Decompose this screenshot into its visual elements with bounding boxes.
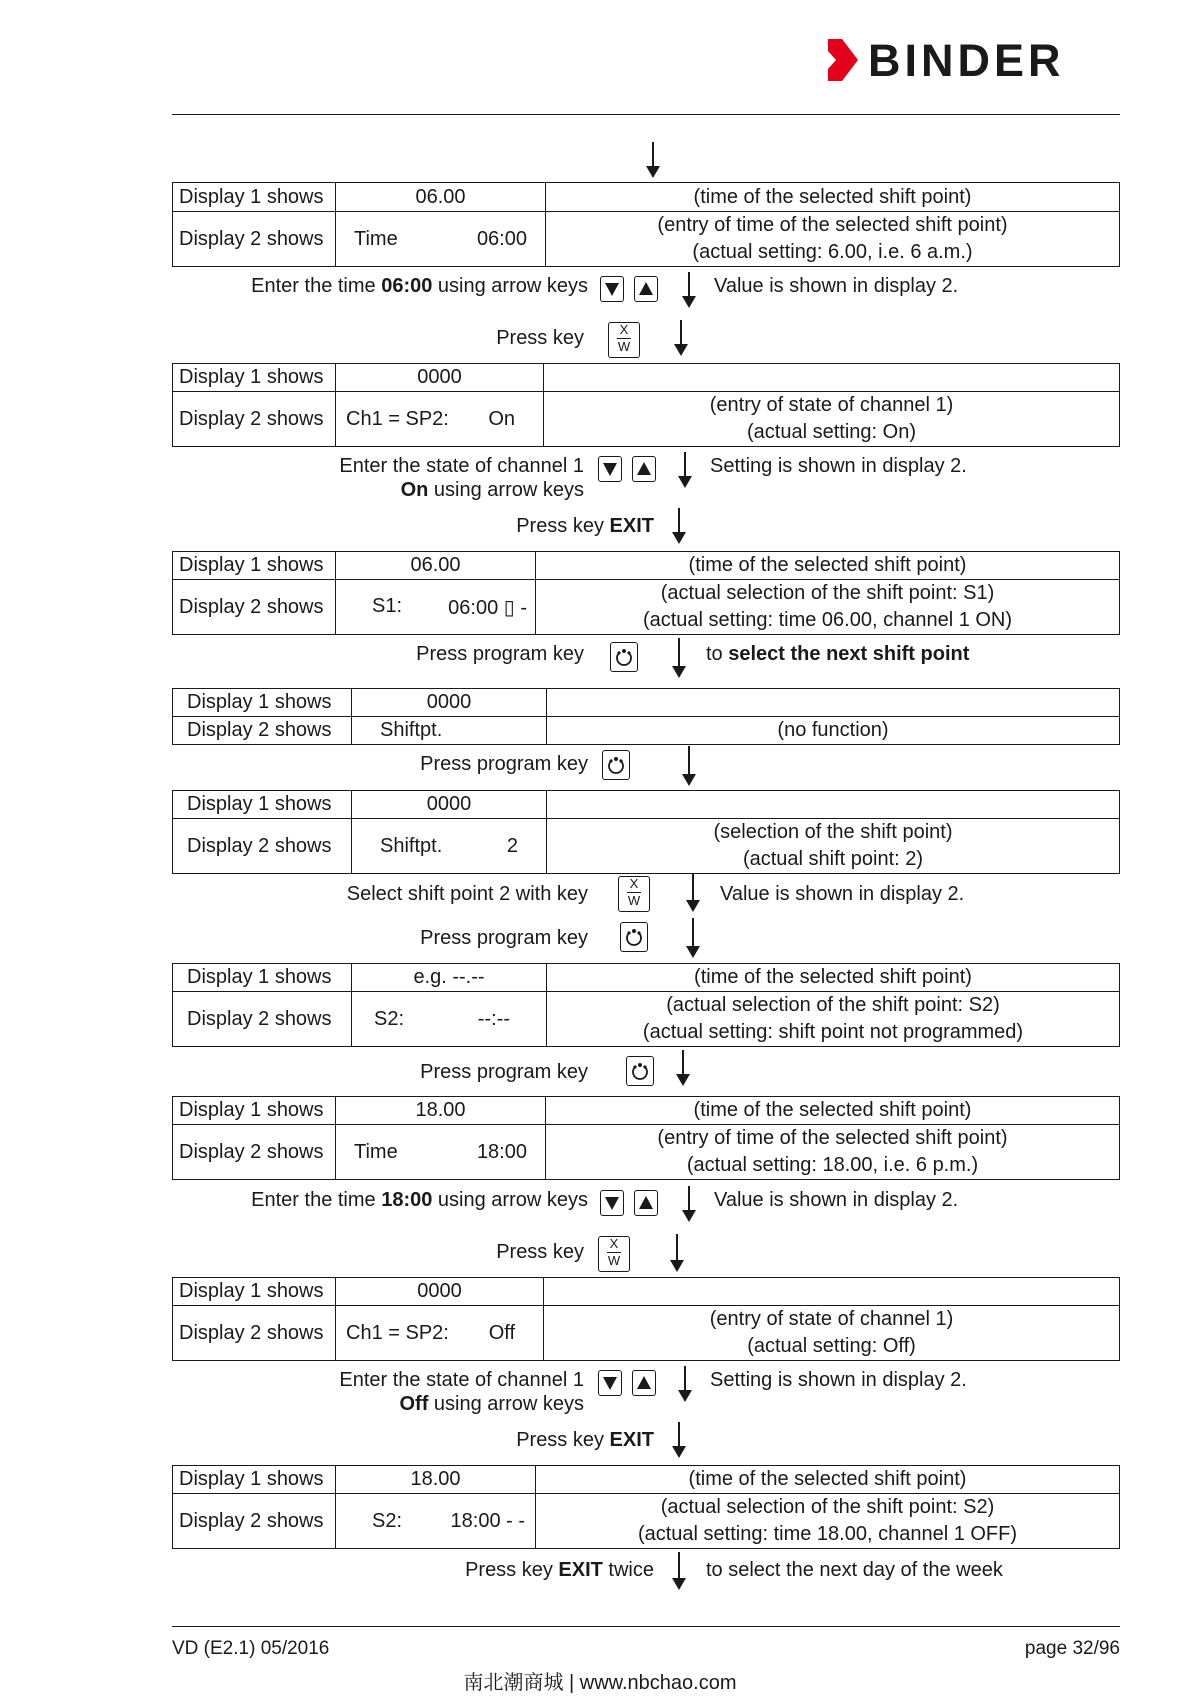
value-number: Off <box>488 1321 515 1344</box>
display-value: 0000 <box>352 791 547 819</box>
remark <box>544 392 1120 447</box>
down-arrow-icon <box>682 1186 696 1222</box>
row-label: Display 2 shows <box>173 819 352 874</box>
step-instruction: Press key EXIT <box>516 1429 654 1451</box>
down-arrow-icon <box>674 320 688 356</box>
step-instruction: Press program key <box>420 927 588 949</box>
arrow-up-key-icon <box>634 1190 658 1216</box>
watermark-text: 南北潮商城 | www.nbchao.com <box>463 1672 737 1694</box>
value-label: Ch1 = SP2: <box>346 407 449 430</box>
row-label: Display 1 shows <box>173 1278 336 1306</box>
display-value: 06.00 <box>336 183 546 212</box>
step-instruction: Select shift point 2 with key <box>346 883 588 905</box>
remark-line: (actual setting: time 06.00, channel 1 ON) <box>642 609 1013 631</box>
doc-version: VD (E2.1) 05/2016 <box>172 1638 330 1659</box>
step-instruction: Press key EXIT <box>516 515 654 537</box>
row-label: Display 2 shows <box>173 992 352 1047</box>
step-instruction: Enter the time 18:00 using arrow keys <box>251 1189 588 1211</box>
remark-line: (actual setting: On) <box>747 421 916 443</box>
down-arrow-icon <box>686 874 700 912</box>
value-number: 06:00 <box>476 227 527 250</box>
display-value: 18.00 <box>336 1097 546 1125</box>
remark-line: (entry of time of the selected shift point) <box>657 1127 1008 1149</box>
remark <box>536 580 1120 635</box>
value-number: 06:00 ▯ - <box>448 596 527 619</box>
remark-line: (entry of state of channel 1) <box>709 394 954 416</box>
display-table <box>172 363 1120 447</box>
step-instruction: Enter the time 06:00 using arrow keys <box>251 275 588 297</box>
arrow-down-key-icon <box>598 1370 622 1396</box>
row-label: Display 2 shows <box>173 392 336 447</box>
program-key-icon <box>610 642 638 672</box>
remark-line: (actual setting: 6.00, i.e. 6 a.m.) <box>692 241 973 263</box>
row-label: Display 1 shows <box>173 689 352 717</box>
display-table <box>172 182 1120 267</box>
remark-line: (entry of time of the selected shift point) <box>657 214 1008 236</box>
display-value <box>336 580 536 635</box>
down-arrow-icon <box>672 1552 686 1590</box>
down-arrow-icon <box>676 1050 690 1086</box>
remark <box>544 364 1120 392</box>
value-number: 18:00 - - <box>450 1509 525 1532</box>
page-number: page 32/96 <box>1024 1638 1120 1659</box>
value-label: Shiftpt. <box>380 834 443 857</box>
remark: (no function) <box>547 717 1120 745</box>
step-instruction: Press program key <box>420 1061 588 1083</box>
remark <box>547 819 1120 874</box>
value-label: S2: <box>374 1007 405 1030</box>
remark <box>547 689 1120 717</box>
arrow-up-key-icon <box>632 1370 656 1396</box>
display-value <box>352 992 547 1047</box>
down-arrow-icon <box>682 272 696 308</box>
brand-arrow-icon <box>828 39 862 81</box>
value-number: On <box>488 407 515 430</box>
display-table <box>172 1096 1120 1180</box>
display-value: 0000 <box>336 1278 544 1306</box>
row-label: Display 2 shows <box>173 1306 336 1361</box>
step-instruction: Enter the state of channel 1 Off using arrow keys <box>339 1369 584 1415</box>
display-value: 0000 <box>336 364 544 392</box>
arrow-down-key-icon <box>598 456 622 482</box>
step-note: Value is shown in display 2. <box>714 275 959 297</box>
program-key-icon <box>602 750 630 780</box>
remark-line: (actual setting: time 18.00, channel 1 OFF) <box>637 1523 1018 1545</box>
brand-name: BINDER <box>868 35 1065 86</box>
row-label: Display 2 shows <box>173 212 336 267</box>
remark <box>544 1278 1120 1306</box>
display-value <box>352 717 547 745</box>
arrow-down-key-icon <box>600 276 624 302</box>
step-note: Setting is shown in display 2. <box>710 1369 967 1391</box>
remark-line: (actual selection of the shift point: S2) <box>666 994 1000 1016</box>
down-arrow-icon <box>672 638 686 678</box>
remark-line: (actual setting: 18.00, i.e. 6 p.m.) <box>686 1154 979 1176</box>
row-label: Display 1 shows <box>173 964 352 992</box>
value-number: 18:00 <box>476 1140 527 1163</box>
value-label: Ch1 = SP2: <box>346 1321 449 1344</box>
remark-line: (actual setting: shift point not programmed) <box>642 1021 1024 1043</box>
row-label: Display 2 shows <box>173 1125 336 1180</box>
row-label: Display 1 shows <box>173 791 352 819</box>
step-instruction: Press key <box>496 327 584 349</box>
step-note: to select the next day of the week <box>706 1559 1003 1581</box>
display-value <box>336 392 544 447</box>
display-table <box>172 790 1120 874</box>
program-key-icon <box>620 922 648 952</box>
step-note: Value is shown in display 2. <box>714 1189 959 1211</box>
down-arrow-icon <box>672 508 686 544</box>
display-value: 0000 <box>352 689 547 717</box>
program-key-icon <box>626 1056 654 1086</box>
row-label: Display 2 shows <box>173 1494 336 1549</box>
remark: (time of the selected shift point) <box>546 1097 1120 1125</box>
xw-key-icon: X W <box>598 1236 630 1272</box>
row-label: Display 2 shows <box>173 580 336 635</box>
remark <box>536 1494 1120 1549</box>
value-label: S1: <box>372 594 403 617</box>
row-label: Display 1 shows <box>173 364 336 392</box>
header-rule <box>172 114 1120 115</box>
step-instruction: Enter the state of channel 1 On using arrow keys <box>339 455 584 501</box>
remark-line: (actual selection of the shift point: S2) <box>660 1496 995 1518</box>
down-arrow-icon <box>670 1234 684 1272</box>
footer-rule <box>172 1626 1120 1627</box>
xw-key-icon: X W <box>608 322 640 358</box>
value-label: Time <box>354 227 398 250</box>
display-table <box>172 963 1120 1047</box>
display-table <box>172 551 1120 635</box>
down-arrow-icon <box>686 918 700 958</box>
step-instruction: Press key <box>496 1241 584 1263</box>
row-label: Display 1 shows <box>173 1466 336 1494</box>
display-value: e.g. --.-- <box>352 964 547 992</box>
row-label: Display 1 shows <box>173 183 336 212</box>
xw-key-icon: X W <box>618 876 650 912</box>
value-number: --:-- <box>477 1007 510 1030</box>
display-value <box>336 212 546 267</box>
row-label: Display 1 shows <box>173 552 336 580</box>
value-number: 2 <box>506 834 518 857</box>
row-label: Display 2 shows <box>173 717 352 745</box>
remark-line: (actual selection of the shift point: S1) <box>660 582 995 604</box>
remark: (time of the selected shift point) <box>536 1466 1120 1494</box>
step-note: Value is shown in display 2. <box>720 883 965 905</box>
value-label: S2: <box>372 1509 403 1532</box>
remark-line: (selection of the shift point) <box>713 821 953 843</box>
display-value <box>336 1494 536 1549</box>
down-arrow-icon <box>646 142 660 178</box>
remark-line: (entry of state of channel 1) <box>709 1308 954 1330</box>
row-label: Display 1 shows <box>173 1097 336 1125</box>
remark <box>546 1125 1120 1180</box>
arrow-up-key-icon <box>632 456 656 482</box>
value-label: Time <box>354 1140 398 1163</box>
step-instruction: Press program key <box>420 753 588 775</box>
display-value: 06.00 <box>336 552 536 580</box>
remark-line: (actual setting: Off) <box>747 1335 916 1357</box>
remark-line: (actual shift point: 2) <box>742 848 924 870</box>
display-value <box>336 1306 544 1361</box>
display-value <box>336 1125 546 1180</box>
remark <box>544 1306 1120 1361</box>
value-label: Shiftpt. <box>380 719 443 741</box>
down-arrow-icon <box>672 1422 686 1458</box>
step-instruction: Press program key <box>416 643 584 665</box>
display-table <box>172 688 1120 745</box>
down-arrow-icon <box>682 746 696 786</box>
remark: (time of the selected shift point) <box>536 552 1120 580</box>
remark <box>546 212 1120 267</box>
down-arrow-icon <box>678 452 692 488</box>
remark: (time of the selected shift point) <box>547 964 1120 992</box>
remark <box>547 791 1120 819</box>
down-arrow-icon <box>678 1366 692 1402</box>
remark <box>547 992 1120 1047</box>
display-table <box>172 1277 1120 1361</box>
arrow-down-key-icon <box>600 1190 624 1216</box>
step-instruction: Press key EXIT twice <box>465 1559 654 1581</box>
display-value <box>352 819 547 874</box>
display-value: 18.00 <box>336 1466 536 1494</box>
step-note: Setting is shown in display 2. <box>710 455 967 477</box>
remark: (time of the selected shift point) <box>546 183 1120 212</box>
arrow-up-key-icon <box>634 276 658 302</box>
step-note: to select the next shift point <box>706 643 970 665</box>
display-table <box>172 1465 1120 1549</box>
